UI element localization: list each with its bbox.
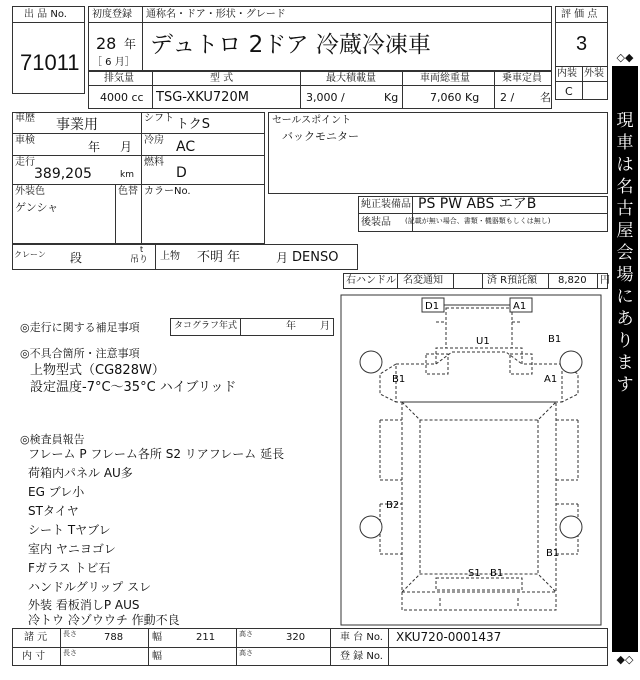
upper-label: 上物 [160,251,180,262]
model-label: 型 式 [210,73,234,84]
diagram-mark: B1 [490,568,504,579]
inspector-line: 室内 ヤニヨゴレ [28,542,116,556]
length: 788 [104,632,124,643]
inspector-line: 外装 看板消しP AUS [28,598,140,612]
mileage-unit: km [120,170,134,180]
fuel-label: 燃料 [144,157,164,168]
deposit-label: 済 R預託額 [487,275,538,286]
venue-notice-char: は [616,155,634,175]
aftermarket-label: 後装品 [361,217,391,228]
venue-notice-char: 車 [616,133,634,153]
ext-color: ゲンシャ [15,201,59,214]
inner-height-label: 高さ [239,649,253,657]
diagram-mark: S1 [468,568,481,579]
exterior-grade-label: 外装 [584,68,604,79]
venue-notice-char: 名 [616,177,634,197]
tacho-month: 月 [320,321,330,332]
capacity-unit: Kg [384,91,399,104]
mileage-label: 走行 [15,157,35,168]
venue-notice-char: 古 [616,199,634,219]
gross-weight-label: 車両総重量 [420,73,470,84]
inspection-month: 月 [120,140,133,154]
inspector-line: 荷箱内パネル AU多 [28,466,133,480]
vehicle-name: デュトロ 2ドア 冷蔵冷凍車 [150,32,431,58]
upper-maker: DENSO [292,250,339,265]
equipment-label: 純正装備品 [361,199,411,210]
displacement-label: 排気量 [104,73,134,84]
shift: トクS [176,117,210,132]
name-change-box [453,273,483,289]
diagram-mark: U1 [476,336,490,347]
side-marker-top: ◇◆ [616,51,634,64]
crane-stage: 段 [70,251,83,265]
defect-label: ◎不具合箇所・注意事項 [20,347,140,360]
ext-color-label: 外装色 [15,186,45,197]
sales-point: バックモニター [282,130,359,143]
first-reg-month: ［ 6 月］ [92,57,135,68]
mileage: 389,205 [34,166,92,182]
seats: 2 / [500,91,515,104]
fuel: D [176,165,187,181]
ac: AC [176,139,196,155]
history: 事業用 [56,117,98,133]
inspector-line: シート Tヤブレ [28,523,111,537]
grade-label: 評 価 点 [561,9,598,20]
width-label: 幅 [152,632,162,643]
interior-grade: C [565,85,573,98]
first-reg-year: 28 [96,34,117,53]
inspector-line: 冷トウ 冷ゾウウチ 作動不良 [28,613,180,627]
lot-number: 71011 [20,50,80,75]
interior-grade-label: 内装 [557,68,577,79]
first-reg-label: 初度登録 [92,9,132,20]
diagram-mark: B1 [546,548,560,559]
upper-year: 不明 年 [197,250,241,265]
seats-unit: 名 [540,91,551,104]
name-label: 通称名・ドア・形状・グレード [146,9,286,20]
venue-notice-char: 場 [616,265,634,285]
diagram-mark: A1 [513,301,527,312]
upper-month: 月 [276,251,289,265]
inner-length-label: 長さ [63,649,77,657]
model: TSG-XKU720M [156,90,249,105]
diagram-mark: D1 [425,301,440,312]
crane-label: クレーン [14,250,46,259]
handle: 右ハンドル [346,275,396,286]
inner-width-label: 幅 [152,651,162,662]
diagram-mark: B1 [392,374,406,385]
dimensions-label: 諸 元 [24,632,48,643]
venue-notice-char: す [616,375,634,395]
chassis-number: XKU720-0001437 [396,630,502,644]
deposit-unit: 円 [600,275,610,286]
name-change-label: 名変通知 [403,275,443,286]
diagram-mark: A1 [544,374,558,385]
defect-line: 上物型式（CG828W） [30,363,165,378]
diagram-mark: B2 [386,500,400,511]
lot-number-label: 出 品 No. [24,9,67,20]
width: 211 [196,632,216,643]
side-marker-bottom: ◆◇ [616,653,634,666]
inspector-line: フレーム P フレーム各所 S2 リアフレーム 延長 [28,447,285,461]
venue-notice-char: 会 [616,243,634,263]
crane-hoist: 吊り [130,255,149,265]
tacho-year: 年 [286,321,296,332]
driving-notes-label: ◎走行に関する補足事項 [20,321,140,334]
venue-notice-char: ま [616,353,634,373]
defect-line: 設定温度-7°C～35°C ハイブリッド [30,380,237,395]
shift-label: シフト [144,113,174,124]
color-no-label: カラーNo. [144,186,191,197]
inspection-year: 年 [88,140,101,154]
seats-label: 乗車定員 [502,73,542,84]
aftermarket-note: (記載が無い場合、書類・機器類もしくは無し) [405,217,551,225]
venue-notice-char: り [616,331,634,351]
height-label: 高さ [239,630,253,638]
chassis-label: 車 台 No. [340,632,383,643]
length-label: 長さ [63,630,77,638]
ac-label: 冷房 [144,135,164,146]
deposit: 8,820 [558,275,587,286]
inspector-line: EG ブレ小 [28,485,85,499]
inspector-line: Fガラス トビ石 [28,561,111,575]
venue-notice-bar [612,66,638,652]
vehicle-damage-diagram [340,294,602,626]
inspector-label: ◎検査員報告 [20,433,85,446]
venue-notice-char: 現 [616,111,634,131]
capacity: 3,000 / [306,91,345,104]
displacement: 4000 cc [100,91,144,104]
sales-point-label: セールスポイント [272,115,352,126]
first-reg-year-unit: 年 [124,37,137,51]
registration-label: 登 録 No. [340,651,383,662]
gross-weight: 7,060 Kg [430,91,480,104]
inspector-line: STタイヤ [28,504,79,518]
venue-notice-char: あ [616,309,634,329]
color-change-label: 色替 [118,186,138,197]
venue-notice-char: に [616,287,634,307]
grade-value: 3 [576,33,588,55]
crane-ton: t [140,245,144,254]
inner-dimensions-label: 内 寸 [22,651,46,662]
diagram-mark: B1 [548,334,562,345]
height: 320 [286,632,306,643]
history-label: 車歴 [15,113,35,124]
equipment: PS PW ABS エアB [418,196,537,212]
inspector-line: ハンドルグリップ スレ [28,580,152,594]
tacho-label: タコグラフ年式 [174,321,238,331]
capacity-label: 最大積載量 [326,73,376,84]
venue-notice-char: 屋 [616,221,634,241]
inspection-label: 車検 [15,135,35,146]
